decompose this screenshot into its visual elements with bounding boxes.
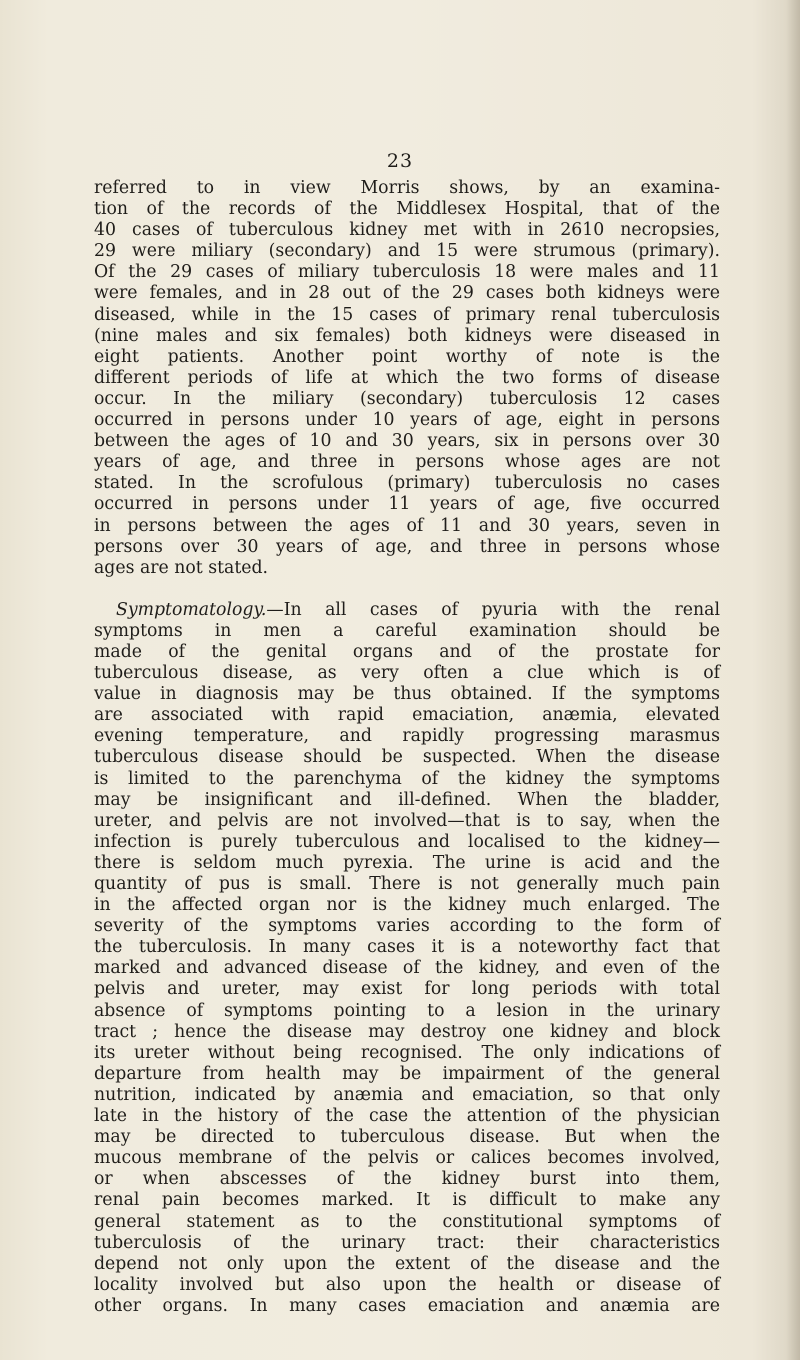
text-line: renal pain becomes marked. It is difficult to make any xyxy=(94,1190,720,1211)
text-line: occurred in persons under 11 years of age, five occurred xyxy=(94,494,720,515)
text-line: tuberculosis of the urinary tract: their characteristics xyxy=(94,1232,720,1253)
text-line: were females, and in 28 out of the 29 cases both kidneys were xyxy=(94,283,720,304)
text-line: tract ; hence the disease may destroy one kidney and block xyxy=(94,1021,720,1042)
section-heading-symptomatology: Symptomatology. xyxy=(116,599,267,620)
page-number: 23 xyxy=(386,150,414,172)
text-line: in persons between the ages of 11 and 30 years, seven in xyxy=(94,515,720,536)
text-line: infection is purely tuberculous and localised to the kidney— xyxy=(94,831,720,852)
text-line: made of the genital organs and of the prostate for xyxy=(94,641,720,662)
text-line: tuberculous disease, as very often a clue which is of xyxy=(94,663,720,684)
text-line: the tuberculosis. In many cases it is a noteworthy fact that xyxy=(94,937,720,958)
heading-line-text: —In all cases of pyuria with the renal xyxy=(266,599,720,620)
body-text xyxy=(94,178,720,1317)
text-line: its ureter without being recognised. The only indications of xyxy=(94,1042,720,1063)
text-line: departure from health may be impairment of the general xyxy=(94,1063,720,1084)
text-line: value in diagnosis may be thus obtained. If the symptoms xyxy=(94,684,720,705)
text-line: diseased, while in the 15 cases of primary renal tuberculosis xyxy=(94,304,720,325)
text-line: occur. In the miliary (secondary) tuberculosis 12 cases xyxy=(94,388,720,409)
text-line: quantity of pus is small. There is not generally much pain xyxy=(94,874,720,894)
paragraph-symptomatology xyxy=(94,600,720,1317)
text-line: occurred in persons under 10 years of age, eight in persons xyxy=(94,410,720,431)
text-line: absence of symptoms pointing to a lesion in the urinary xyxy=(94,1000,720,1021)
text-line: or when abscesses of the kidney burst into them, xyxy=(94,1169,720,1190)
text-line: Of the 29 cases of miliary tuberculosis 18 were males and 11 xyxy=(94,262,720,283)
text-line: is limited to the parenchyma of the kidney the symptoms xyxy=(94,768,720,789)
text-line: marked and advanced disease of the kidney, and even of the xyxy=(94,958,720,979)
text-line: pelvis and ureter, may exist for long periods with total xyxy=(94,979,720,1000)
text-line: ages are not stated. xyxy=(94,557,269,578)
text-line: evening temperature, and rapidly progressing marasmus xyxy=(94,726,720,747)
text-line: are associated with rapid emaciation, anæmia, elevated xyxy=(94,705,720,726)
text-line: tion of the records of the Middlesex Hospital, that of the xyxy=(94,199,720,220)
text-line: years of age, and three in persons whose ages are not xyxy=(94,452,720,473)
paragraph-statistics xyxy=(94,178,720,579)
text-line: different periods of life at which the two forms of disease xyxy=(94,367,720,388)
text-line: mucous membrane of the pelvis or calices becomes involved, xyxy=(94,1148,720,1169)
page-edge-shadow xyxy=(786,0,800,1360)
text-line: late in the history of the case the attention of the physician xyxy=(94,1106,720,1127)
text-line: ureter, and pelvis are not involved—that is to say, when the xyxy=(94,810,720,831)
text-line: 40 cases of tuberculous kidney met with in 2610 necropsies, xyxy=(94,220,720,241)
text-line: in the affected organ nor is the kidney much enlarged. The xyxy=(94,895,720,916)
text-line: between the ages of 10 and 30 years, six in persons over 30 xyxy=(94,431,720,452)
text-line: referred to in view Morris shows, by an examina- xyxy=(94,178,720,198)
text-line: locality involved but also upon the health or disease of xyxy=(94,1274,720,1295)
text-line: nutrition, indicated by anæmia and emaciation, so that only xyxy=(94,1084,720,1105)
text-line: tuberculous disease should be suspected. When the disease xyxy=(94,747,720,768)
text-line: may be insignificant and ill-defined. When the bladder, xyxy=(94,789,720,810)
paragraph-gap xyxy=(94,579,720,600)
text-line: 29 were miliary (secondary) and 15 were strumous (primary). xyxy=(94,241,720,262)
text-line: depend not only upon the extent of the disease and the xyxy=(94,1253,720,1274)
text-line: may be directed to tuberculous disease. But when the xyxy=(94,1127,720,1148)
text-line: stated. In the scrofulous (primary) tuberculosis no cases xyxy=(94,473,720,494)
text-line: general statement as to the constitutional symptoms of xyxy=(94,1211,720,1232)
text-line xyxy=(94,600,720,621)
text-line: severity of the symptoms varies according to the form of xyxy=(94,916,720,937)
text-line: eight patients. Another point worthy of note is the xyxy=(94,346,720,367)
text-line: symptoms in men a careful examination should be xyxy=(94,620,720,641)
text-line: there is seldom much pyrexia. The urine is acid and the xyxy=(94,852,720,873)
text-line: persons over 30 years of age, and three in persons whose xyxy=(94,536,720,557)
text-line: (nine males and six females) both kidneys were diseased in xyxy=(94,325,720,346)
text-line: other organs. In many cases emaciation and anæmia are xyxy=(94,1295,720,1316)
